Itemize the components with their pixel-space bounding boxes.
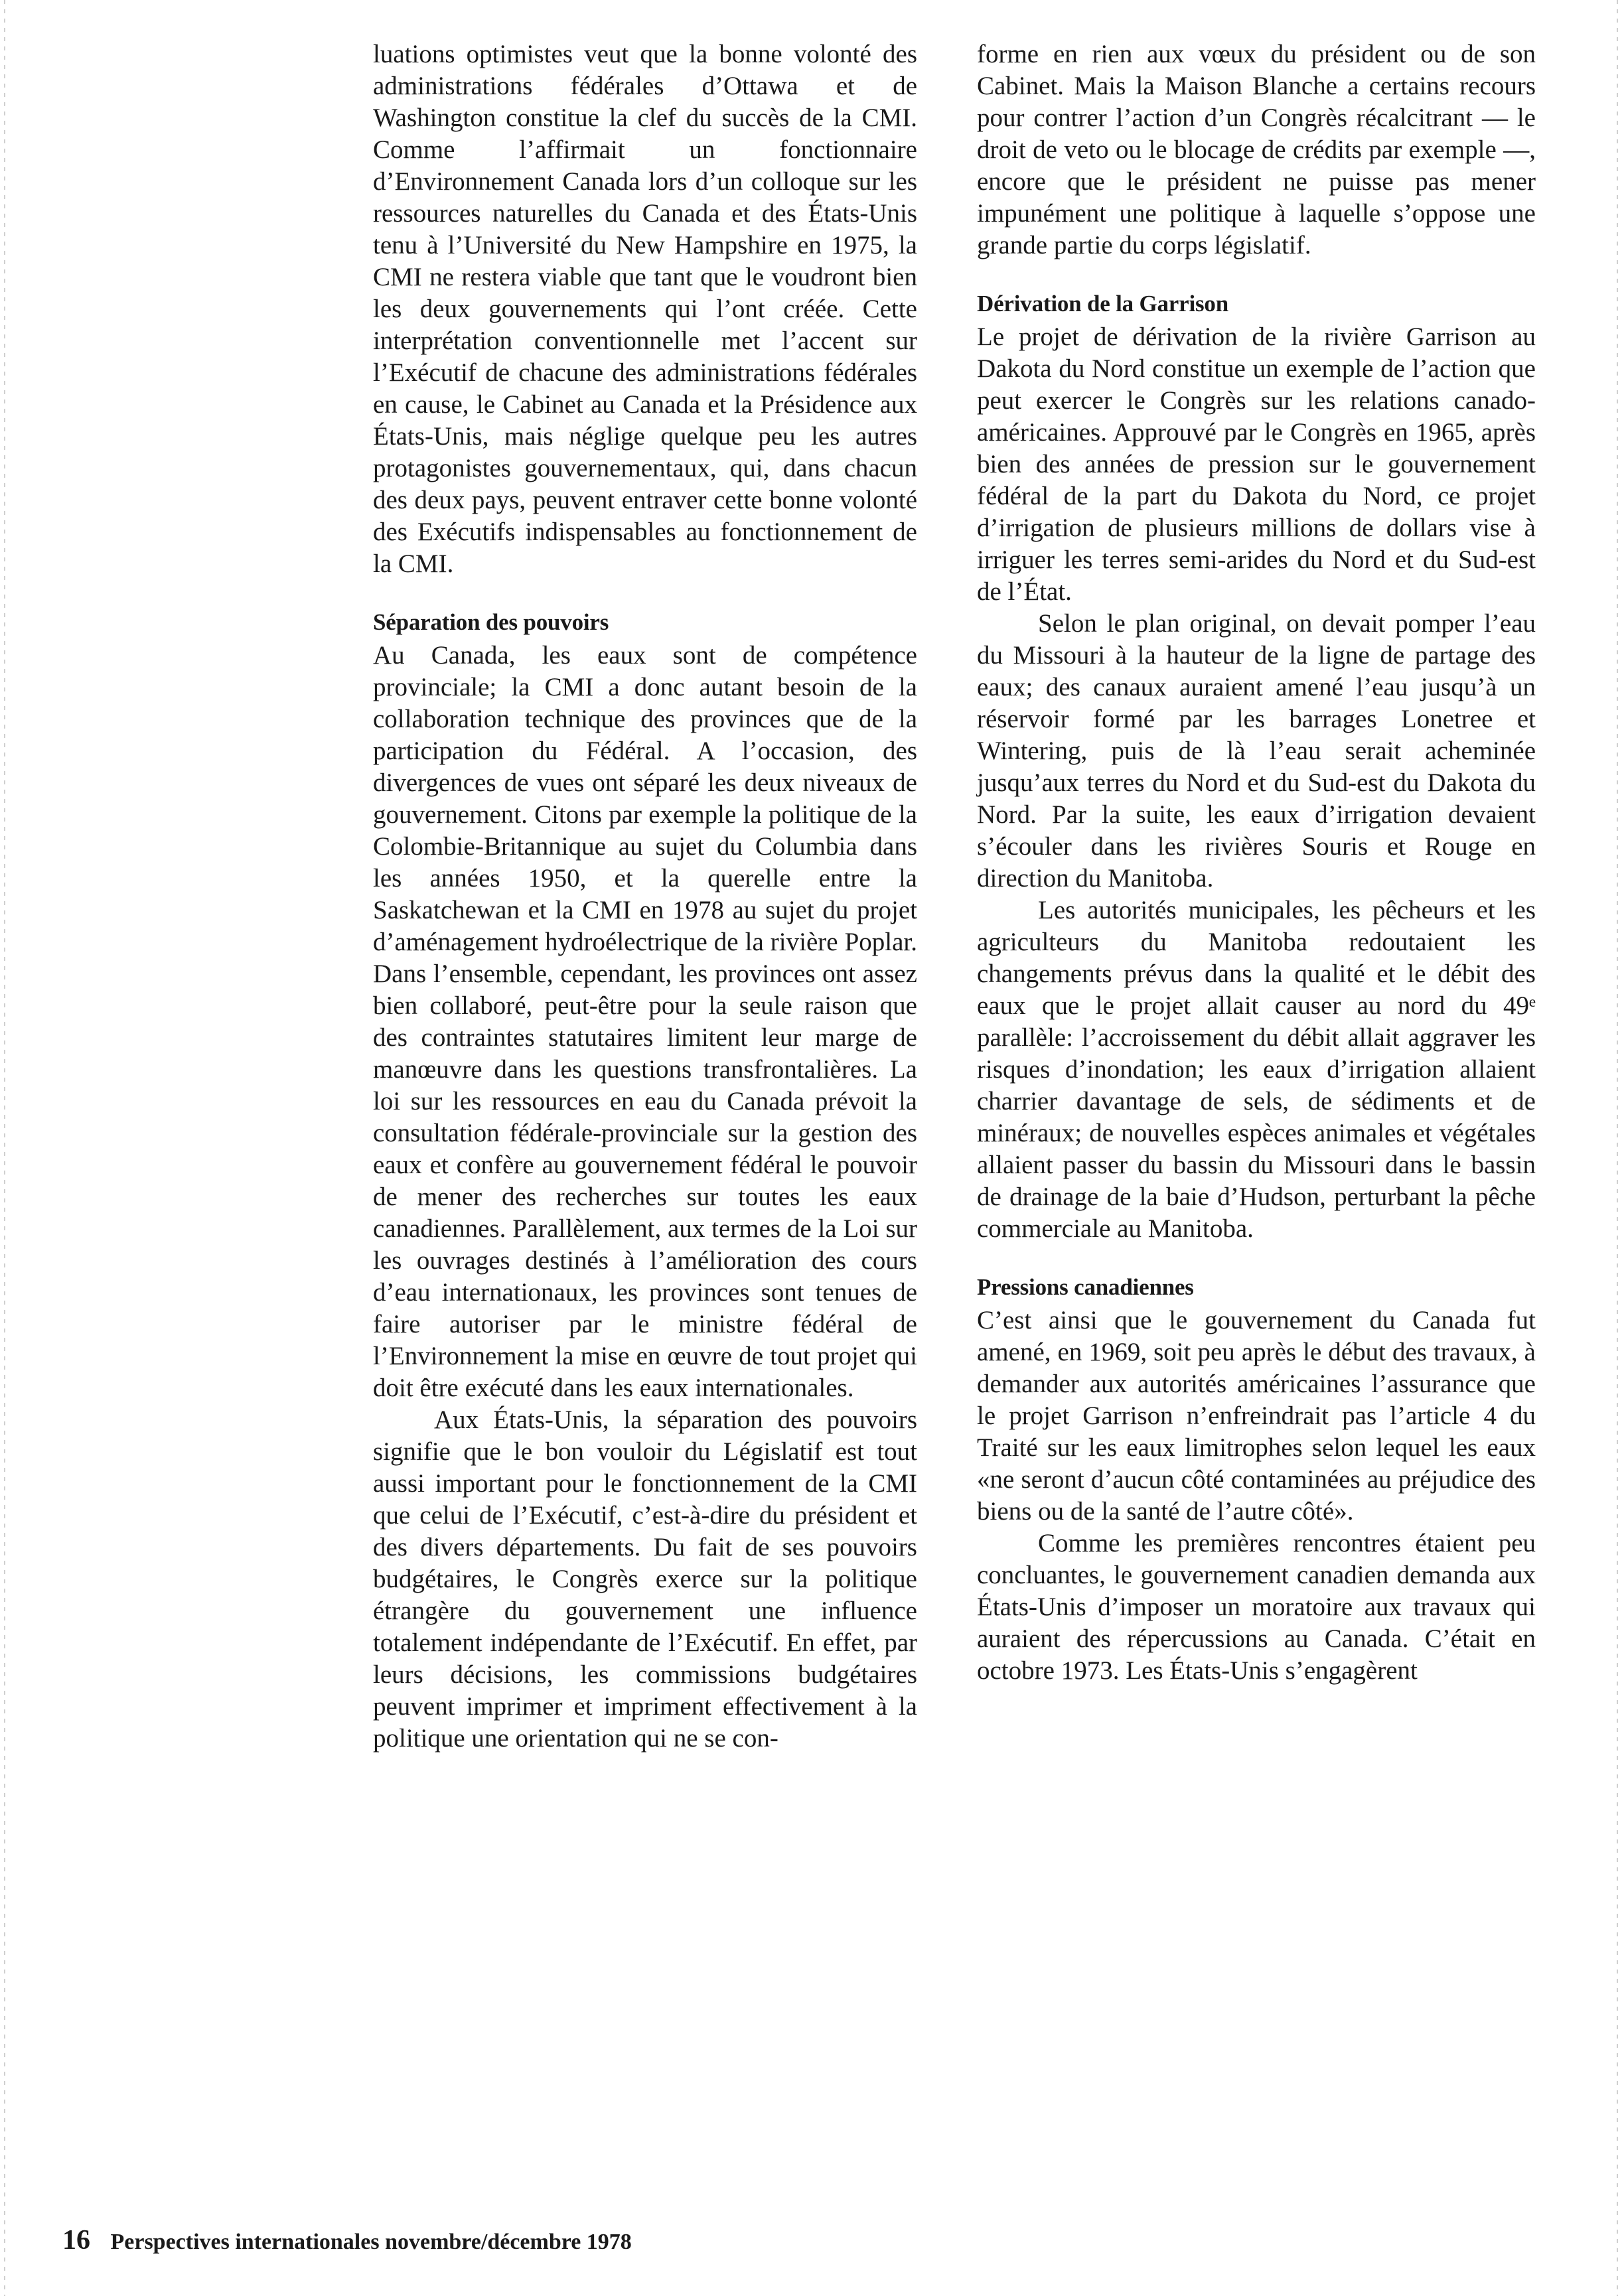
paragraph: Au Canada, les eaux sont de compétence provinciale; la CMI a donc autant besoin de la collaboration technique des provinces que de la participation du Fédéral. A l’occasion, des divergences de vues ont séparé les deux niveaux de gouvernement. Citons par exemple la politique de la Colombie-Britannique au sujet du Columbia dans les années 1950, et la querelle entre la Saskatchewan et la CMI en 1978 au sujet du projet d’aménagement hydroélectrique de la rivière Poplar. Dans l’ensemble, cependant, les provinces ont assez bien collaboré, peut-être pour la seule raison que des contraintes statutaires limitent leur marge de manœuvre dans les questions transfrontalières. La loi sur les ressources en eau du Canada prévoit la consultation fédérale-provinciale sur la gestion des eaux et confère au gouvernement fédéral le pouvoir de mener des recherches sur toutes les eaux canadiennes. Parallèlement, aux termes de la Loi sur les ouvrages destinés à l’amélioration des cours d’eau internationaux, les provinces sont tenues de faire autoriser par le ministre fédéral de l’Environnement la mise en œuvre de tout projet qui doit être exécuté dans les eaux internationales. (373, 641, 917, 1402)
paragraph: Le projet de dérivation de la rivière Garrison au Dakota du Nord constitue un exemple de l’action que peut exercer le Congrès sur les relations canado-américaines. Approuvé par le Congrès en 1965, après bien des années de pression sur le gouvernement fédéral de la part du Dakota du Nord, ce projet d’irrigation de plusieurs millions de dollars vise à irriguer les terres semi-arides du Nord et du Sud-est de l’État. (977, 323, 1536, 606)
left-column (373, 38, 917, 1755)
publication-title: Perspectives internationales novembre/décembre 1978 (110, 2230, 632, 2254)
paragraph: Aux États-Unis, la séparation des pouvoirs signifie que le bon vouloir du Législatif est tout aussi important pour le fonctionnement de la CMI que celui de l’Exécutif, c’est-à-dire du président et des divers départements. Du fait de ses pouvoirs budgétaires, le Congrès exerce sur la politique étrangère du gouvernement une influence totalement indépendante de l’Exécutif. En effet, par leurs décisions, les commissions budgétaires peuvent imprimer et impriment effectivement à la politique une orientation qui ne se con- (373, 1405, 917, 1753)
paragraph: forme en rien aux vœux du président ou de son Cabinet. Mais la Maison Blanche a certains recours pour contrer l’action d’un Congrès récalcitrant — le droit de veto ou le blocage de crédits par exemple —, encore que le président ne puisse pas mener impunément une politique à laquelle s’oppose une grande partie du corps législatif. (977, 40, 1536, 259)
section-heading: Séparation des pouvoirs (373, 609, 609, 635)
page-number: 16 (62, 2225, 90, 2256)
section-heading: Pressions canadiennes (977, 1274, 1194, 1300)
paragraph: Comme les premières rencontres étaient peu concluantes, le gouvernement canadien demanda aux États-Unis d’imposer un moratoire aux travaux qui auraient des répercussions au Canada. C’était en octobre 1973. Les États-Unis s’engagèrent (977, 1529, 1536, 1685)
scan-edge-left (4, 0, 5, 2296)
paragraph: Selon le plan original, on devait pomper l’eau du Missouri à la hauteur de la ligne de partage des eaux; des canaux auraient amené l’eau jusqu’à un réservoir formé par les barrages Lonetree et Wintering, puis de là l’eau serait acheminée jusqu’aux terres du Nord et du Sud-est du Dakota du Nord. Par la suite, les eaux d’irrigation devaient s’écouler dans les rivières Souris et Rouge en direction du Manitoba. (977, 609, 1536, 893)
paragraph: C’est ainsi que le gouvernement du Canada fut amené, en 1969, soit peu après le début des travaux, à demander aux autorités américaines l’assurance que le projet Garrison n’enfreindrait pas l’article 4 du Traité sur les eaux limitrophes selon lequel les eaux «ne seront d’aucun côté contaminées au préjudice des biens ou de la santé de l’autre côté». (977, 1306, 1536, 1526)
section-heading: Dérivation de la Garrison (977, 291, 1228, 317)
page-footer (62, 2224, 632, 2256)
paragraph: Les autorités municipales, les pêcheurs et les agriculteurs du Manitoba redoutaient les changements prévus dans la qualité et le débit des eaux que le projet allait causer au nord du 49ᵉ parallèle: l’accroissement du débit allait aggraver les risques d’inondation; les eaux d’irrigation allaient charrier davantage de sels, de sédiments et de minéraux; de nouvelles espèces animales et végétales allaient passer du bassin du Missouri dans le bassin de drainage de la baie d’Hudson, perturbant la pêche commerciale au Manitoba. (977, 896, 1536, 1243)
paragraph: luations optimistes veut que la bonne volonté des administrations fédérales d’Ottawa et de Washington constitue la clef du succès de la CMI. Comme l’affirmait un fonctionnaire d’Environnement Canada lors d’un colloque sur les ressources naturelles du Canada et des États-Unis tenu à l’Université du New Hampshire en 1975, la CMI ne restera viable que tant que le voudront bien les deux gouvernements qui l’ont créée. Cette interprétation conventionnelle met l’accent sur l’Exécutif de chacune des administrations fédérales en cause, le Cabinet au Canada et la Présidence aux États-Unis, mais néglige quelque peu les autres protagonistes gouvernementaux, qui, dans chacun des deux pays, peuvent entraver cette bonne volonté des Exécutifs indispensables au fonctionnement de la CMI. (373, 40, 917, 578)
right-column (977, 38, 1536, 1687)
scan-edge-right (1617, 0, 1618, 2296)
